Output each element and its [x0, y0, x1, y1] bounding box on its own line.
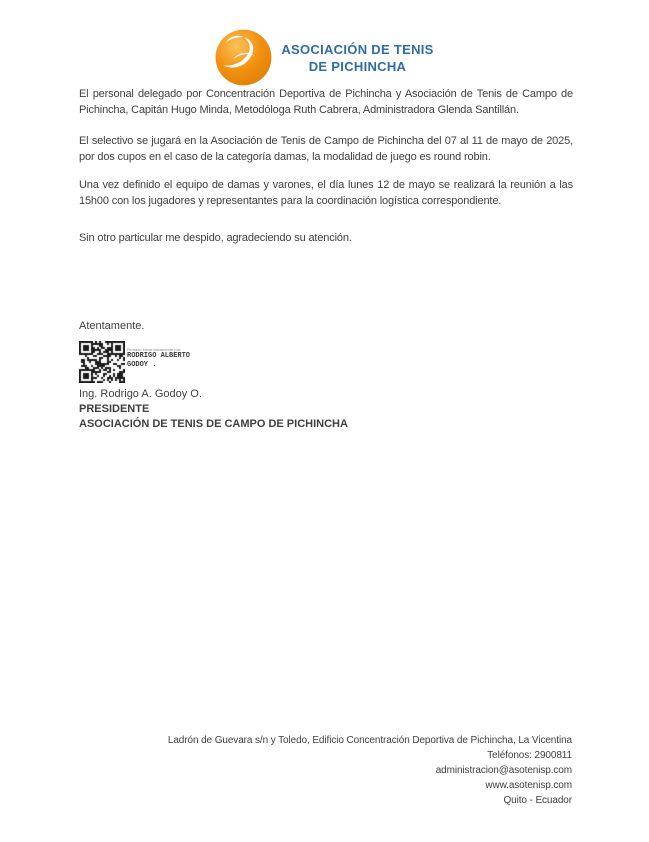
- signer-organization: ASOCIACIÓN DE TENIS DE CAMPO DE PICHINCHA: [79, 418, 348, 430]
- paragraph-meeting: Una vez definido el equipo de damas y varones, el día lunes 12 de mayo se realizará la reunión a las 15h00 con los jugadores y representantes para la coordinación logística correspondiente.: [79, 179, 573, 207]
- footer-email: administracion@asotenisp.com: [435, 765, 572, 776]
- paragraph-delegates: El personal delegado por Concentración Deportiva de Pichincha y Asociación de Tenis de Campo de Pichincha, Capitán Hugo Minda, Metodóloga Ruth Cabrera, Administradora Glenda Santillán.: [79, 88, 573, 116]
- tennis-association-logo-icon: [215, 29, 272, 86]
- signature-stamp-name-line2: GODOY .: [127, 360, 157, 369]
- footer-city: Quito - Ecuador: [503, 795, 572, 806]
- footer-website: www.asotenisp.com: [485, 780, 572, 791]
- signature-stamp-name-line1: RODRIGO ALBERTO: [127, 352, 191, 360]
- org-name-line1: ASOCIACIÓN DE TENIS: [281, 41, 434, 57]
- paragraph-selective-dates: El selectivo se jugará en la Asociación de Tenis de Campo de Pichincha del 07 al 11 de mayo de 2025, por dos cupos en el caso de la categoría damas, la modalidad de juego es round robin.: [79, 135, 573, 163]
- signature-stamp-caption: Firmado electrónicamente por:: [127, 347, 182, 352]
- signature-qr-icon: [79, 341, 125, 383]
- paragraph-farewell: Sin otro particular me despido, agradeciendo su atención.: [79, 232, 352, 244]
- closing-salutation: Atentamente.: [79, 320, 145, 332]
- footer-phone: Teléfonos: 2900811: [487, 750, 572, 761]
- footer-address: Ladrón de Guevara s/n y Toledo, Edificio Concentración Deportiva de Pichincha, La Vicentina: [167, 735, 572, 746]
- signature-stamp-text: [127, 341, 190, 369]
- letter-body: [79, 86, 573, 246]
- signature-qr-canvas: [79, 341, 125, 383]
- signer-name: Ing. Rodrigo A. Godoy O.: [79, 388, 202, 400]
- signer-title: PRESIDENTE: [79, 403, 150, 415]
- letterhead: [0, 29, 649, 86]
- letter-footer: [79, 733, 572, 808]
- digital-signature-stamp: [79, 341, 190, 383]
- org-name-line2: DE PICHINCHA: [308, 58, 407, 74]
- org-name: [281, 41, 433, 75]
- signer-block: [79, 387, 348, 432]
